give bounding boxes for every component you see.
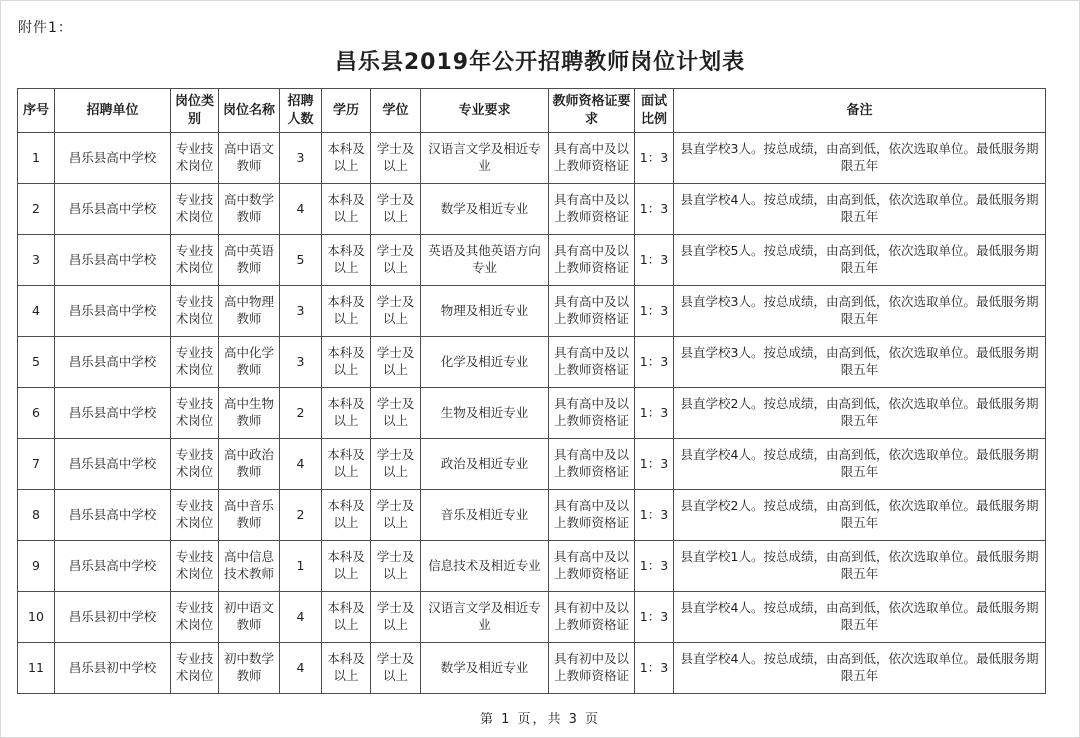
cell-position: 高中政治教师	[219, 439, 280, 490]
table-header-row	[18, 89, 1046, 133]
cell-major: 化学及相近专业	[421, 337, 549, 388]
column-header-major: 专业要求	[421, 89, 549, 133]
cell-unit: 昌乐县高中学校	[55, 184, 171, 235]
column-header-index: 序号	[18, 89, 55, 133]
column-header-ratio: 面试比例	[635, 89, 674, 133]
table-row	[18, 592, 1046, 643]
cell-major: 汉语言文学及相近专业	[421, 133, 549, 184]
cell-remark: 县直学校3人。按总成绩，由高到低，依次选取单位。最低服务期限五年	[674, 337, 1046, 388]
cell-index: 7	[18, 439, 55, 490]
cell-category: 专业技术岗位	[171, 541, 219, 592]
cell-index: 9	[18, 541, 55, 592]
table-row	[18, 133, 1046, 184]
cell-unit: 昌乐县高中学校	[55, 337, 171, 388]
cell-unit: 昌乐县高中学校	[55, 133, 171, 184]
cell-headcount: 1	[280, 541, 322, 592]
cell-index: 5	[18, 337, 55, 388]
cell-certificate: 具有初中及以上教师资格证	[549, 592, 635, 643]
cell-position: 高中语文教师	[219, 133, 280, 184]
table-row	[18, 235, 1046, 286]
cell-index: 8	[18, 490, 55, 541]
cell-ratio: 1：3	[635, 643, 674, 694]
cell-certificate: 具有高中及以上教师资格证	[549, 490, 635, 541]
cell-degree: 学士及以上	[371, 592, 421, 643]
cell-category: 专业技术岗位	[171, 643, 219, 694]
cell-index: 6	[18, 388, 55, 439]
cell-headcount: 3	[280, 133, 322, 184]
cell-degree: 学士及以上	[371, 541, 421, 592]
cell-headcount: 2	[280, 388, 322, 439]
cell-certificate: 具有高中及以上教师资格证	[549, 286, 635, 337]
table-row	[18, 388, 1046, 439]
cell-ratio: 1：3	[635, 439, 674, 490]
cell-headcount: 5	[280, 235, 322, 286]
cell-position: 高中英语教师	[219, 235, 280, 286]
cell-category: 专业技术岗位	[171, 439, 219, 490]
cell-certificate: 具有高中及以上教师资格证	[549, 541, 635, 592]
cell-ratio: 1：3	[635, 286, 674, 337]
cell-degree: 学士及以上	[371, 133, 421, 184]
column-header-degree: 学位	[371, 89, 421, 133]
cell-position: 高中音乐教师	[219, 490, 280, 541]
cell-degree: 学士及以上	[371, 643, 421, 694]
cell-education: 本科及以上	[322, 490, 371, 541]
table-row	[18, 286, 1046, 337]
cell-unit: 昌乐县高中学校	[55, 439, 171, 490]
cell-unit: 昌乐县高中学校	[55, 235, 171, 286]
cell-position: 高中生物教师	[219, 388, 280, 439]
cell-category: 专业技术岗位	[171, 388, 219, 439]
cell-category: 专业技术岗位	[171, 337, 219, 388]
cell-position: 初中语文教师	[219, 592, 280, 643]
cell-major: 物理及相近专业	[421, 286, 549, 337]
table-row	[18, 643, 1046, 694]
table-row	[18, 541, 1046, 592]
cell-ratio: 1：3	[635, 490, 674, 541]
cell-major: 数学及相近专业	[421, 643, 549, 694]
cell-education: 本科及以上	[322, 541, 371, 592]
cell-degree: 学士及以上	[371, 184, 421, 235]
cell-unit: 昌乐县高中学校	[55, 541, 171, 592]
cell-position: 高中化学教师	[219, 337, 280, 388]
cell-certificate: 具有高中及以上教师资格证	[549, 133, 635, 184]
cell-ratio: 1：3	[635, 235, 674, 286]
cell-certificate: 具有高中及以上教师资格证	[549, 337, 635, 388]
cell-degree: 学士及以上	[371, 388, 421, 439]
cell-education: 本科及以上	[322, 337, 371, 388]
cell-major: 政治及相近专业	[421, 439, 549, 490]
cell-education: 本科及以上	[322, 439, 371, 490]
page-title: 昌乐县2019年公开招聘教师岗位计划表	[334, 50, 746, 75]
cell-position: 高中信息技术教师	[219, 541, 280, 592]
cell-education: 本科及以上	[322, 388, 371, 439]
table-row	[18, 439, 1046, 490]
cell-index: 10	[18, 592, 55, 643]
cell-unit: 昌乐县高中学校	[55, 490, 171, 541]
cell-education: 本科及以上	[322, 286, 371, 337]
cell-remark: 县直学校2人。按总成绩，由高到低，依次选取单位。最低服务期限五年	[674, 490, 1046, 541]
page-footer: 第 1 页，共 3 页	[479, 712, 601, 727]
column-header-remark: 备注	[674, 89, 1046, 133]
cell-major: 汉语言文学及相近专业	[421, 592, 549, 643]
cell-major: 英语及其他英语方向专业	[421, 235, 549, 286]
cell-education: 本科及以上	[322, 643, 371, 694]
cell-ratio: 1：3	[635, 592, 674, 643]
cell-unit: 昌乐县初中学校	[55, 643, 171, 694]
cell-certificate: 具有高中及以上教师资格证	[549, 388, 635, 439]
cell-education: 本科及以上	[322, 235, 371, 286]
cell-index: 11	[18, 643, 55, 694]
cell-position: 高中数学教师	[219, 184, 280, 235]
cell-remark: 县直学校4人。按总成绩，由高到低，依次选取单位。最低服务期限五年	[674, 184, 1046, 235]
cell-headcount: 4	[280, 439, 322, 490]
attachment-label: 附件1：	[18, 20, 73, 36]
cell-category: 专业技术岗位	[171, 592, 219, 643]
cell-index: 3	[18, 235, 55, 286]
cell-remark: 县直学校3人。按总成绩，由高到低，依次选取单位。最低服务期限五年	[674, 133, 1046, 184]
column-header-education: 学历	[322, 89, 371, 133]
cell-headcount: 4	[280, 643, 322, 694]
column-header-headcount: 招聘人数	[280, 89, 322, 133]
cell-ratio: 1：3	[635, 184, 674, 235]
cell-degree: 学士及以上	[371, 286, 421, 337]
column-header-unit: 招聘单位	[55, 89, 171, 133]
cell-ratio: 1：3	[635, 388, 674, 439]
cell-unit: 昌乐县高中学校	[55, 286, 171, 337]
cell-headcount: 2	[280, 490, 322, 541]
cell-ratio: 1：3	[635, 133, 674, 184]
cell-major: 音乐及相近专业	[421, 490, 549, 541]
recruitment-plan-table	[17, 88, 1046, 694]
cell-ratio: 1：3	[635, 337, 674, 388]
cell-headcount: 3	[280, 337, 322, 388]
cell-category: 专业技术岗位	[171, 133, 219, 184]
cell-remark: 县直学校2人。按总成绩，由高到低，依次选取单位。最低服务期限五年	[674, 388, 1046, 439]
cell-unit: 昌乐县初中学校	[55, 592, 171, 643]
cell-category: 专业技术岗位	[171, 235, 219, 286]
cell-major: 信息技术及相近专业	[421, 541, 549, 592]
cell-degree: 学士及以上	[371, 439, 421, 490]
cell-headcount: 4	[280, 184, 322, 235]
cell-major: 数学及相近专业	[421, 184, 549, 235]
cell-headcount: 4	[280, 592, 322, 643]
cell-remark: 县直学校3人。按总成绩，由高到低，依次选取单位。最低服务期限五年	[674, 286, 1046, 337]
cell-certificate: 具有高中及以上教师资格证	[549, 184, 635, 235]
cell-remark: 县直学校1人。按总成绩，由高到低，依次选取单位。最低服务期限五年	[674, 541, 1046, 592]
cell-category: 专业技术岗位	[171, 286, 219, 337]
cell-remark: 县直学校5人。按总成绩，由高到低，依次选取单位。最低服务期限五年	[674, 235, 1046, 286]
cell-category: 专业技术岗位	[171, 490, 219, 541]
cell-major: 生物及相近专业	[421, 388, 549, 439]
cell-unit: 昌乐县高中学校	[55, 388, 171, 439]
cell-education: 本科及以上	[322, 184, 371, 235]
cell-index: 2	[18, 184, 55, 235]
table-row	[18, 184, 1046, 235]
cell-certificate: 具有高中及以上教师资格证	[549, 439, 635, 490]
cell-degree: 学士及以上	[371, 337, 421, 388]
cell-position: 初中数学教师	[219, 643, 280, 694]
cell-remark: 县直学校4人。按总成绩，由高到低，依次选取单位。最低服务期限五年	[674, 643, 1046, 694]
cell-education: 本科及以上	[322, 592, 371, 643]
column-header-category: 岗位类别	[171, 89, 219, 133]
cell-category: 专业技术岗位	[171, 184, 219, 235]
cell-remark: 县直学校4人。按总成绩，由高到低，依次选取单位。最低服务期限五年	[674, 439, 1046, 490]
column-header-certificate: 教师资格证要求	[549, 89, 635, 133]
cell-headcount: 3	[280, 286, 322, 337]
cell-education: 本科及以上	[322, 133, 371, 184]
cell-degree: 学士及以上	[371, 235, 421, 286]
column-header-position: 岗位名称	[219, 89, 280, 133]
cell-certificate: 具有高中及以上教师资格证	[549, 235, 635, 286]
cell-remark: 县直学校4人。按总成绩，由高到低，依次选取单位。最低服务期限五年	[674, 592, 1046, 643]
cell-position: 高中物理教师	[219, 286, 280, 337]
cell-index: 4	[18, 286, 55, 337]
cell-certificate: 具有初中及以上教师资格证	[549, 643, 635, 694]
cell-index: 1	[18, 133, 55, 184]
table-row	[18, 337, 1046, 388]
cell-degree: 学士及以上	[371, 490, 421, 541]
cell-ratio: 1：3	[635, 541, 674, 592]
table-row	[18, 490, 1046, 541]
